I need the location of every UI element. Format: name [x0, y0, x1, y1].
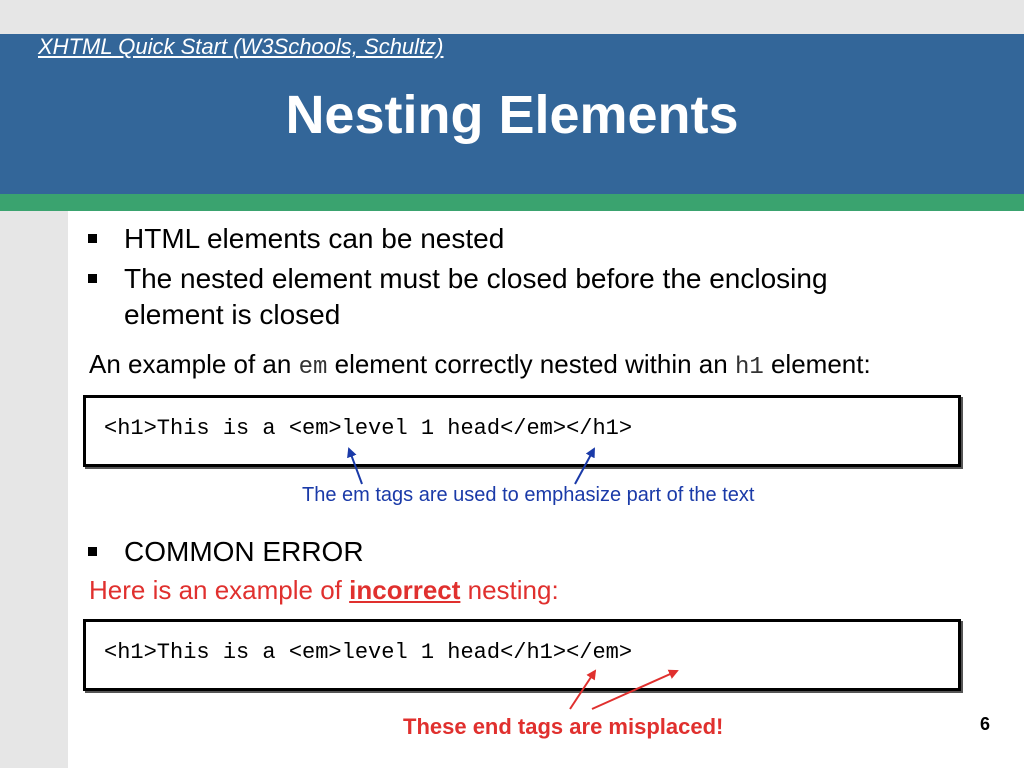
intro-text: element correctly nested within an	[327, 349, 735, 379]
h1-close-arrow	[570, 671, 595, 709]
page-number: 6	[980, 714, 991, 734]
inline-code-em: em	[298, 354, 328, 381]
bullet-text: HTML elements can be nested	[124, 223, 505, 254]
em-open-arrow	[349, 449, 362, 484]
em-close-misplaced-arrow	[592, 671, 677, 709]
bullet-text-line: The nested element must be closed before the enclosing	[124, 263, 828, 294]
em-tags-note: The em tags are used to emphasize part of the text	[302, 484, 755, 506]
course-title: XHTML Quick Start (W3Schools, Schultz)	[38, 34, 444, 59]
intro-text: element:	[763, 349, 871, 379]
incorrect-code: <h1>This is a <em>level 1 head</h1></em>	[104, 640, 633, 665]
bullet-text: COMMON ERROR	[124, 536, 364, 567]
intro-text: An example of an	[89, 349, 299, 379]
misplaced-tags-note: These end tags are misplaced!	[403, 714, 724, 739]
em-close-arrow	[575, 449, 594, 484]
error-intro-text: nesting:	[460, 575, 559, 605]
error-intro-text: Here is an example of	[89, 575, 350, 605]
slide-title: Nesting Elements	[285, 85, 739, 145]
bullet-text-line: element is closed	[124, 299, 341, 330]
incorrect-highlight: incorrect	[349, 575, 461, 605]
inline-code-h1: h1	[734, 354, 764, 381]
correct-code: <h1>This is a <em>level 1 head</em></h1>	[104, 416, 633, 441]
